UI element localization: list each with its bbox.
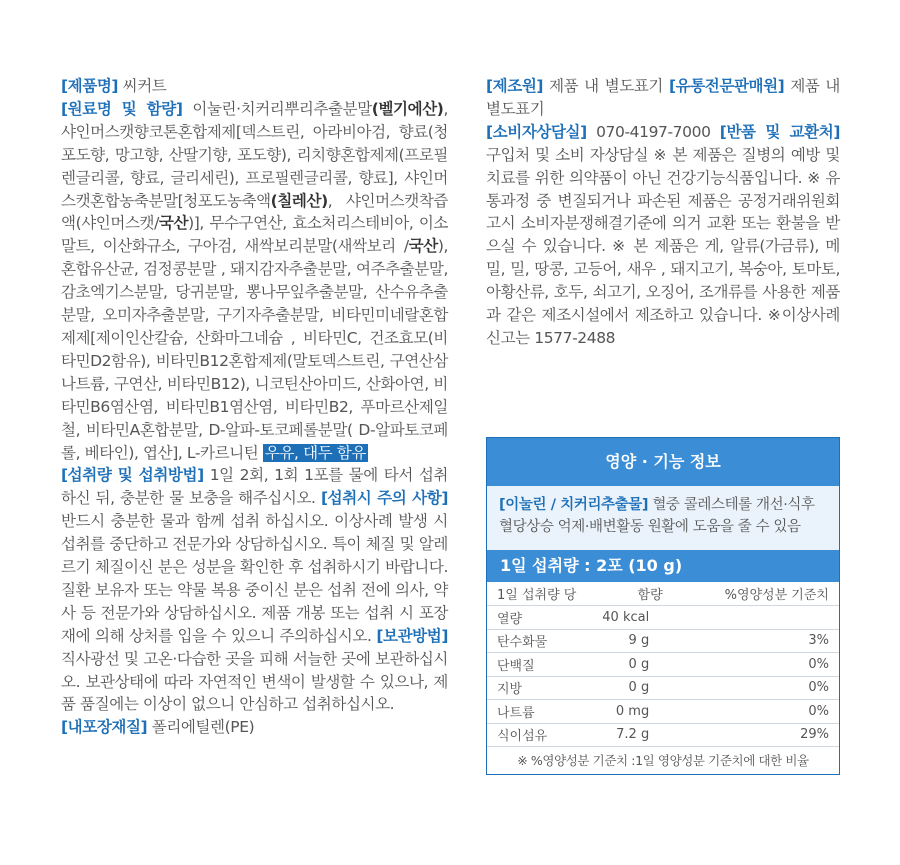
nutrient-name: 탄수화물	[487, 629, 589, 653]
refund-text: 구입처 및 소비 자상담실 ※ 본 제품은 질병의 예방 및 치료를 위한 의약품이 아닌 건강기능식품입니다. ※ 유통과정 중 변질되거나 파손된 제품은 공정거래위원회 고시 소비자분쟁해결기준에 의거 교환 또는 환불을 받으실 수 있습니다. ※ 본 제품은 게, 알류(가금류), 메밀, 밀, 땅콩, 고등어, 새우 , 돼지고기, 복숭아, 토마토, 아황산류, 호두, 쇠고기, 오징어, 조개류를 사용한 제품과 같은 제조시설에서 제조하고 있습니다. ※이상사례 신고는 1577-2488	[486, 145, 840, 347]
ingredients-text-5: ), 혼합유산균, 검정콩분말 , 돼지감자추출분말, 여주추출분말, 감초엑기스분말, 당귀분말, 뽕나무잎추출분말, 산수유추출분말, 오미자추출분말, 구기자추출분말, 비타민미네랄혼합제제[제이인산칼슘, 산화마그네슘 , 비타민C, 건조효모(비타민D2함유), 비타민B12혼합제제(말토덱스트린, 구연산삼나트륨, 구연산, 비타민B12), 니코틴산아미드, 산화아연, 비타민B6염산염, 비타민B1염산염, 비타민B2, 푸마르산제일철, 비타민A혼합분말, D-알파-토코페롤분말( D-알파토코페롤, 베타인), 엽산], L-카르니틴	[61, 237, 448, 462]
nutrient-pct	[711, 606, 839, 630]
nutrient-amount: 9 g	[589, 629, 711, 653]
nutrient-pct: 0%	[711, 676, 839, 700]
caution-label: [섭취시 주의 사항]	[320, 489, 449, 508]
origin-belgium: (벨기에산)	[371, 99, 444, 118]
storage-text: 직사광선 및 고온·다습한 곳을 피해 서늘한 곳에 보관하십시오. 보관상태에 따라 자연적인 변색이 발생할 수 있으나, 제품 품질에는 이상이 없으니 안심하고 섭취하십시오.	[61, 649, 448, 714]
header-amount: 함량	[589, 582, 711, 606]
storage-label: [보관방법]	[376, 626, 449, 645]
refund-label: [반품 및 교환처]	[719, 122, 841, 141]
maker-block	[486, 75, 840, 121]
nutrient-name: 식이섬유	[487, 723, 589, 747]
table-row	[487, 700, 839, 724]
functional-claim	[487, 486, 839, 550]
nutrition-table-header	[487, 582, 839, 606]
nutrient-pct: 29%	[711, 723, 839, 747]
nutrient-name: 단백질	[487, 653, 589, 677]
origin-korea-2: 국산	[408, 237, 438, 256]
ingredients-text-4: )], 무수구연산, 효소처리스테비아, 이소말트, 이산화규소, 구아검, 새싹보리분말(새싹보리 /	[61, 214, 448, 256]
claim-label: [이눌린 / 치커리추출물]	[499, 497, 649, 513]
nutrition-panel-title: 영양 · 기능 정보	[487, 438, 839, 486]
origin-korea-1: 국산	[158, 214, 189, 233]
serving-size: 1일 섭취량 : 2포 (10 g)	[487, 550, 839, 582]
caution-text: 반드시 충분한 물과 함께 섭취 하십시오. 이상사례 발생 시 섭취를 중단하고 전문가와 상담하십시오. 특이 체질 및 알레르기 체질이신 분은 성분을 확인한 후 섭취하시기 바랍니다. 질환 보유자 또는 약물 복용 중이신 분은 섭취 전에 의사, 약사 등 전문가와 상담하십시오. 제품 개봉 또는 섭취 시 포장재에 의해 상처를 입을 수 있으니 주의하십시오.	[61, 512, 448, 645]
nutrient-amount: 0 g	[589, 676, 711, 700]
seller-value: 제품 내 별도표기	[486, 77, 841, 118]
ingredients-text-1: 이눌린·치커리뿌리추출분말	[192, 99, 372, 118]
table-row	[487, 629, 839, 653]
maker-label: [제조원]	[486, 77, 544, 95]
consumer-label: [소비자상담실]	[486, 122, 587, 141]
packaging-line	[61, 716, 448, 739]
table-row	[487, 723, 839, 747]
intake-block	[61, 464, 448, 716]
ingredients-text-2: , 샤인머스캣향코톤혼합제제[덱스트린, 아라비아검, 향료(청포도향, 망고향, 산딸기향, 포도향), 리치향혼합제제(프로필렌글리콜, 향료, 글리세린), 프로필렌글리콜, 향료], 샤인머스캣혼합농축분말[청포도농축액	[61, 99, 448, 210]
product-name-label: [제품명]	[61, 77, 119, 95]
consumer-phone: 070-4197-7000	[596, 122, 711, 141]
maker-value: 제품 내 별도표기	[549, 77, 663, 95]
allergen-badge: 우유, 대두 함유	[264, 443, 366, 462]
ingredients-label: [원료명 및 함량]	[61, 99, 183, 118]
claim-text: 혈중 콜레스테롤 개선·식후 혈당상승 억제·배변활동 원활에 도움을 줄 수 있음	[499, 497, 815, 535]
ingredients-text-3: , 샤인머스캣착즙액(샤인머스캣/	[61, 191, 448, 233]
product-info-right	[486, 75, 840, 350]
nutrition-footnote: ※ %영양성분 기준치 :1일 영양성분 기준치에 대한 비율	[517, 753, 809, 768]
seller-label: [유통전문판매원]	[668, 77, 785, 95]
nutrient-amount: 0 g	[589, 653, 711, 677]
header-per-serving: 1일 섭취량 당	[487, 582, 589, 606]
nutrient-pct: 0%	[711, 700, 839, 724]
packaging-label: [내포장재질]	[61, 718, 148, 737]
product-name-line	[61, 75, 448, 98]
nutrient-amount: 40 kcal	[589, 606, 711, 630]
product-name-value: 씨커트	[122, 77, 167, 95]
nutrient-amount: 7.2 g	[589, 723, 711, 747]
header-daily-value: %영양성분 기준치	[711, 582, 839, 606]
nutrition-panel	[486, 437, 840, 775]
nutrient-amount: 0 mg	[589, 700, 711, 724]
nutrient-name: 지방	[487, 676, 589, 700]
nutrition-table	[487, 582, 839, 747]
table-row	[487, 606, 839, 630]
product-info-left	[61, 75, 448, 739]
nutrient-name: 나트륨	[487, 700, 589, 724]
origin-chile: (칠레산)	[270, 191, 328, 210]
ingredients-block	[61, 98, 448, 465]
table-row	[487, 676, 839, 700]
consumer-block	[486, 121, 840, 350]
packaging-value: 폴리에틸렌(PE)	[151, 718, 255, 737]
nutrient-pct: 0%	[711, 653, 839, 677]
nutrient-pct: 3%	[711, 629, 839, 653]
intake-label: [섭취량 및 섭취방법]	[61, 466, 204, 485]
table-row	[487, 653, 839, 677]
nutrient-name: 열량	[487, 606, 589, 630]
intake-text: 1일 2회, 1회 1포를 물에 타서 섭취하신 뒤, 충분한 물 보충을 해주십시오.	[61, 466, 448, 508]
